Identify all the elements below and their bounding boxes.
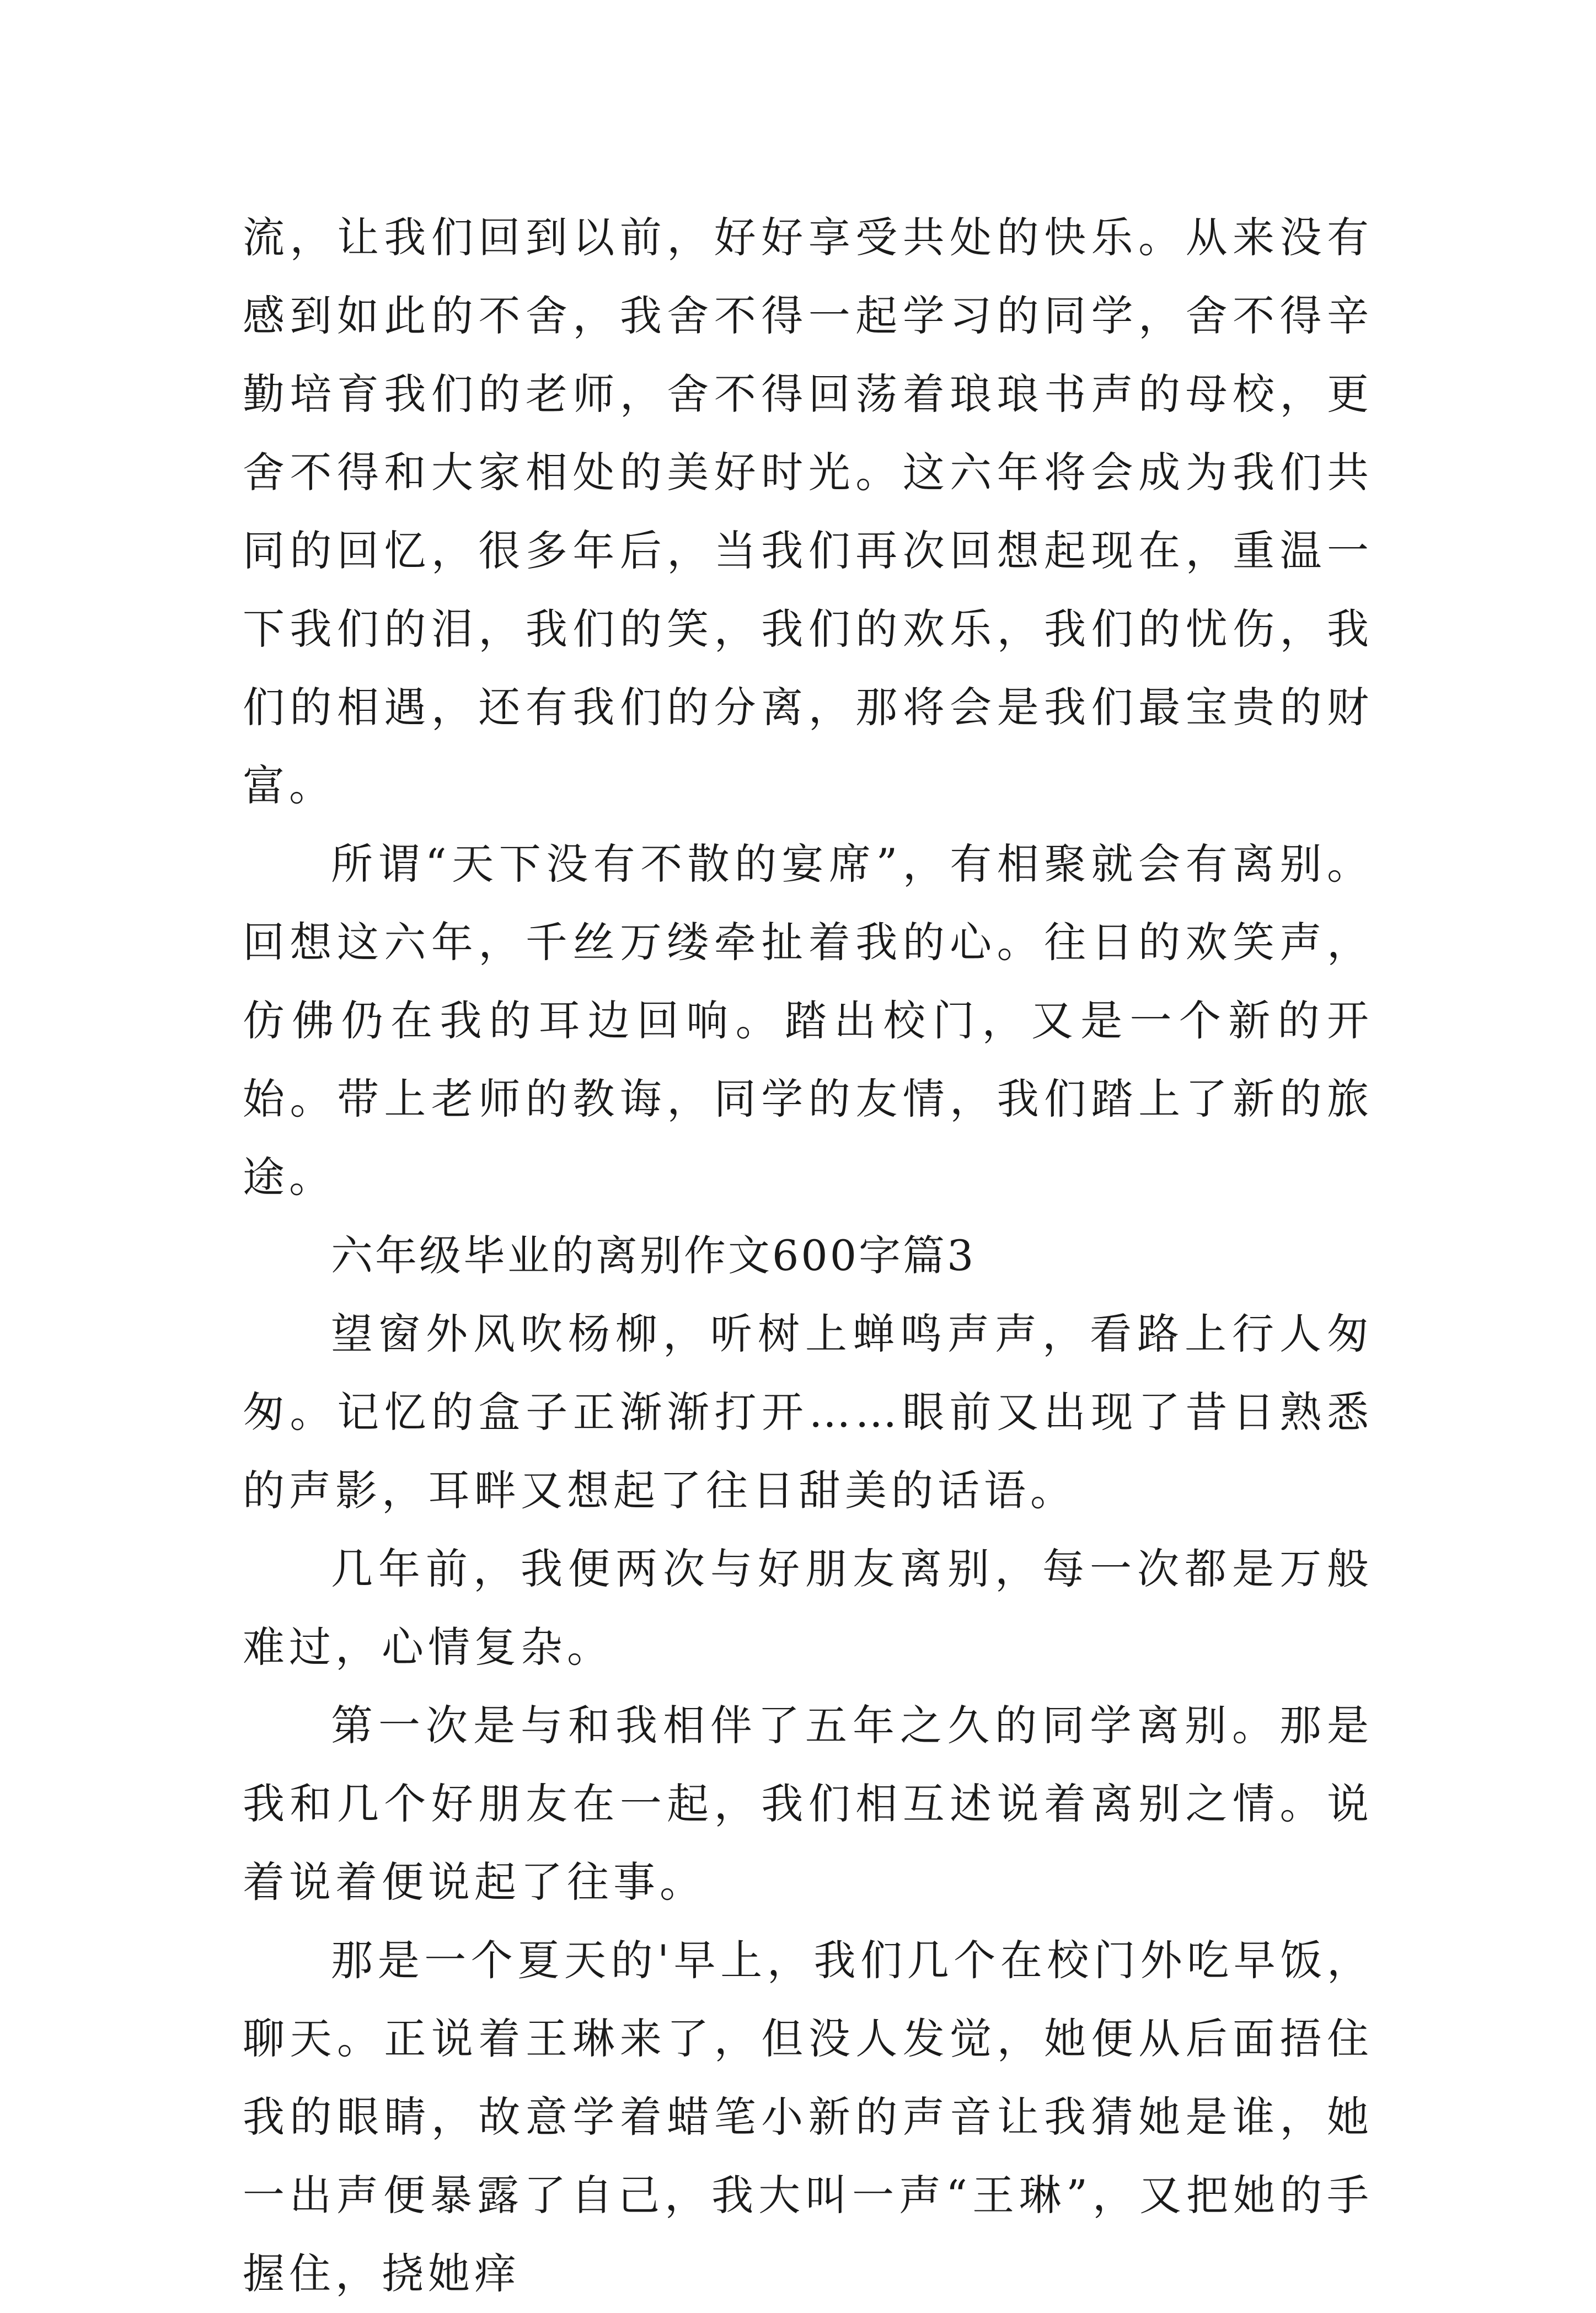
paragraph-5: 第一次是与和我相伴了五年之久的同学离别。那是我和几个好朋友在一起，我们相互述说着离别之情。说着说着便说起了往事。 [243,1701,1373,1907]
section-heading: 六年级毕业的离别作文600字篇3 [331,1231,976,1280]
paragraph-2: 所谓“天下没有不散的宴席”，有相聚就会有离别。回想这六年，千丝万缕牵扯着我的心。往日的欢笑声，仿佛仍在我的耳边回响。踏出校门，又是一个新的开始。带上老师的教诲，同学的友情，我们踏上了新的旅途。 [243,839,1373,1202]
paragraph-6: 那是一个夏天的'早上，我们几个在校门外吃早饭，聊天。正说着王琳来了，但没人发觉，她便从后面捂住我的眼睛，故意学着蜡笔小新的声音让我猜她是谁，她一出声便暴露了自己，我大叫一声“王琳”，又把她的手握住，挠她痒 [243,1936,1373,2298]
paragraph-4: 几年前，我便两次与好朋友离别，每一次都是万般难过，心情复杂。 [243,1544,1373,1672]
paragraph-3: 望窗外风吹杨柳，听树上蝉鸣声声，看路上行人匆匆。记忆的盒子正渐渐打开……眼前又出现了昔日熟悉的声影，耳畔又想起了往日甜美的话语。 [243,1309,1373,1515]
paragraph-1: 流，让我们回到以前，好好享受共处的快乐。从来没有感到如此的不舍，我舍不得一起学习的同学，舍不得辛勤培育我们的老师，舍不得回荡着琅琅书声的母校，更舍不得和大家相处的美好时光。这六年将会成为我们共同的回忆，很多年后，当我们再次回想起现在，重温一下我们的泪，我们的笑，我们的欢乐，我们的忧伤，我们的相遇，还有我们的分离，那将会是我们最宝贵的财富。 [243,213,1373,810]
document-body [243,199,1373,2313]
